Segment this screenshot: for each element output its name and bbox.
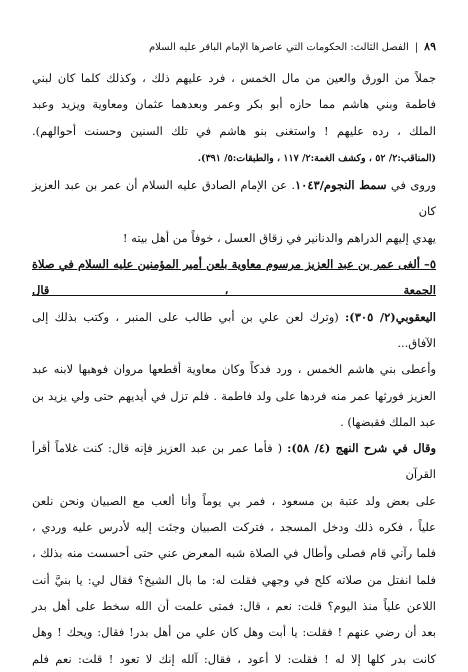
paragraph-line: العزيز فورثها عمر منه فردها على ولد فاطمة . فلم تزل في أيديهم حتى ولي يزيد بن: [32, 388, 436, 403]
paragraph-line: علياً ، فكره ذلك ودخل المسجد ، فتركت الصبيان وجئت إليه لأدرس عليه وردي ،: [32, 520, 436, 535]
paragraph-line: [32, 172, 436, 225]
body-text: [32, 65, 436, 672]
citation-line: [32, 144, 436, 172]
paragraph-line: يهدي إليهم الدراهم والدنانير في زقاق العسل ، خوفاً من أهل بيته !: [122, 230, 436, 245]
paragraph-line: [32, 304, 436, 357]
paragraph-line: [32, 435, 436, 488]
paragraph-line: [32, 118, 436, 144]
paragraph-text: وروى في: [390, 178, 437, 193]
running-head: [32, 40, 436, 55]
source-reference: وقال في شرح النهج (٤/ ٥٨):: [287, 441, 436, 456]
paragraph-line: وأعطى بني هاشم الخمس ، ورد فدكاً وكان معاوية أقطعها مروان فوهبها لابنه عبد: [32, 362, 436, 377]
chapter-title: الفصل الثالث: الحكومات التي عاصرها الإمام الباقر عليه السلام: [148, 42, 409, 53]
paragraph-line: فلما رآني قام فصلى وأطال في الصلاة شبه المعرض عني حتى أحسست منه بذلك ،: [32, 546, 436, 561]
page-number: ٨٩: [424, 40, 436, 53]
paragraph-text: (وترك لعن علي بن أبي طالب على المنبر ، وكتب بذلك إلى الآفاق...: [32, 309, 436, 350]
header-separator: |: [414, 42, 419, 53]
paragraph-line: فلما انفتل من صلاته كلح في وجهي فقلت له: ما بال الشيخ؟ فقال لي: يا بنيَّ أنت: [32, 572, 436, 587]
paragraph-line: بعد أن رضي عنهم ! فقلت: يا أبت وهل كان علي من أهل بدر! فقال: ويحك ! وهل: [32, 625, 436, 640]
paragraph-line: اللاعن علياً منذ اليوم؟ قلت: نعم ، قال: فمتى علمت أن الله سخط على أهل بدر: [32, 598, 436, 613]
paragraph-line: جملاً من الورق والعين من مال الخمس ، فرد عليهم ذلك ، وكذلك كلما كان لبني: [32, 71, 436, 85]
citation-reference: (المناقب:٢/ ٥٢ ، وكشف الغمة:٢/ ١١٧ ، والطبقات:٥/ ٣٩١).: [197, 152, 436, 164]
paragraph-line: فاطمة وبني هاشم مما حازه أبو بكر وعمر وبعدهما عثمان ومعاوية ويزيد وعبد: [32, 97, 436, 112]
paragraph-text: . عن الإمام الصادق عليه السلام أن عمر بن عبد العزيز كان: [32, 178, 436, 219]
source-reference: سمط النجوم/١٠٤٣: [295, 178, 387, 193]
paragraph-line: كانت بدر كلها إلا له ! فقلت: لا أعود ، فقال: آلله إنك لا تعود ! قلت: نعم فلم: [32, 651, 436, 666]
paragraph-line: عبد الملك فقبضها) .: [340, 414, 436, 429]
document-page: [32, 40, 436, 672]
section-heading: [32, 251, 436, 304]
section-heading-text: ٥– ألغى عمر بن عبد العزيز مرسوم معاوية بلعن أمير المؤمنين عليه السلام في صلاة الجمعة ، قال: [32, 257, 436, 298]
paragraph-line: على بعض ولد عتبة بن مسعود ، فمر بي يوماً وأنا ألعب مع الصبيان ونحن نلعن: [32, 493, 436, 508]
paragraph-text: الملك ، رده عليهم ! واستغنى بنو هاشم في تلك السنين وحسنت أحوالهم).: [32, 123, 436, 138]
source-reference: اليعقوبي(٢/ ٣٠٥):: [345, 309, 436, 324]
paragraph-text: ( فأما عمر بن عبد العزيز فإنه قال: كنت غلاماً أقرأ القرآن: [32, 441, 436, 482]
